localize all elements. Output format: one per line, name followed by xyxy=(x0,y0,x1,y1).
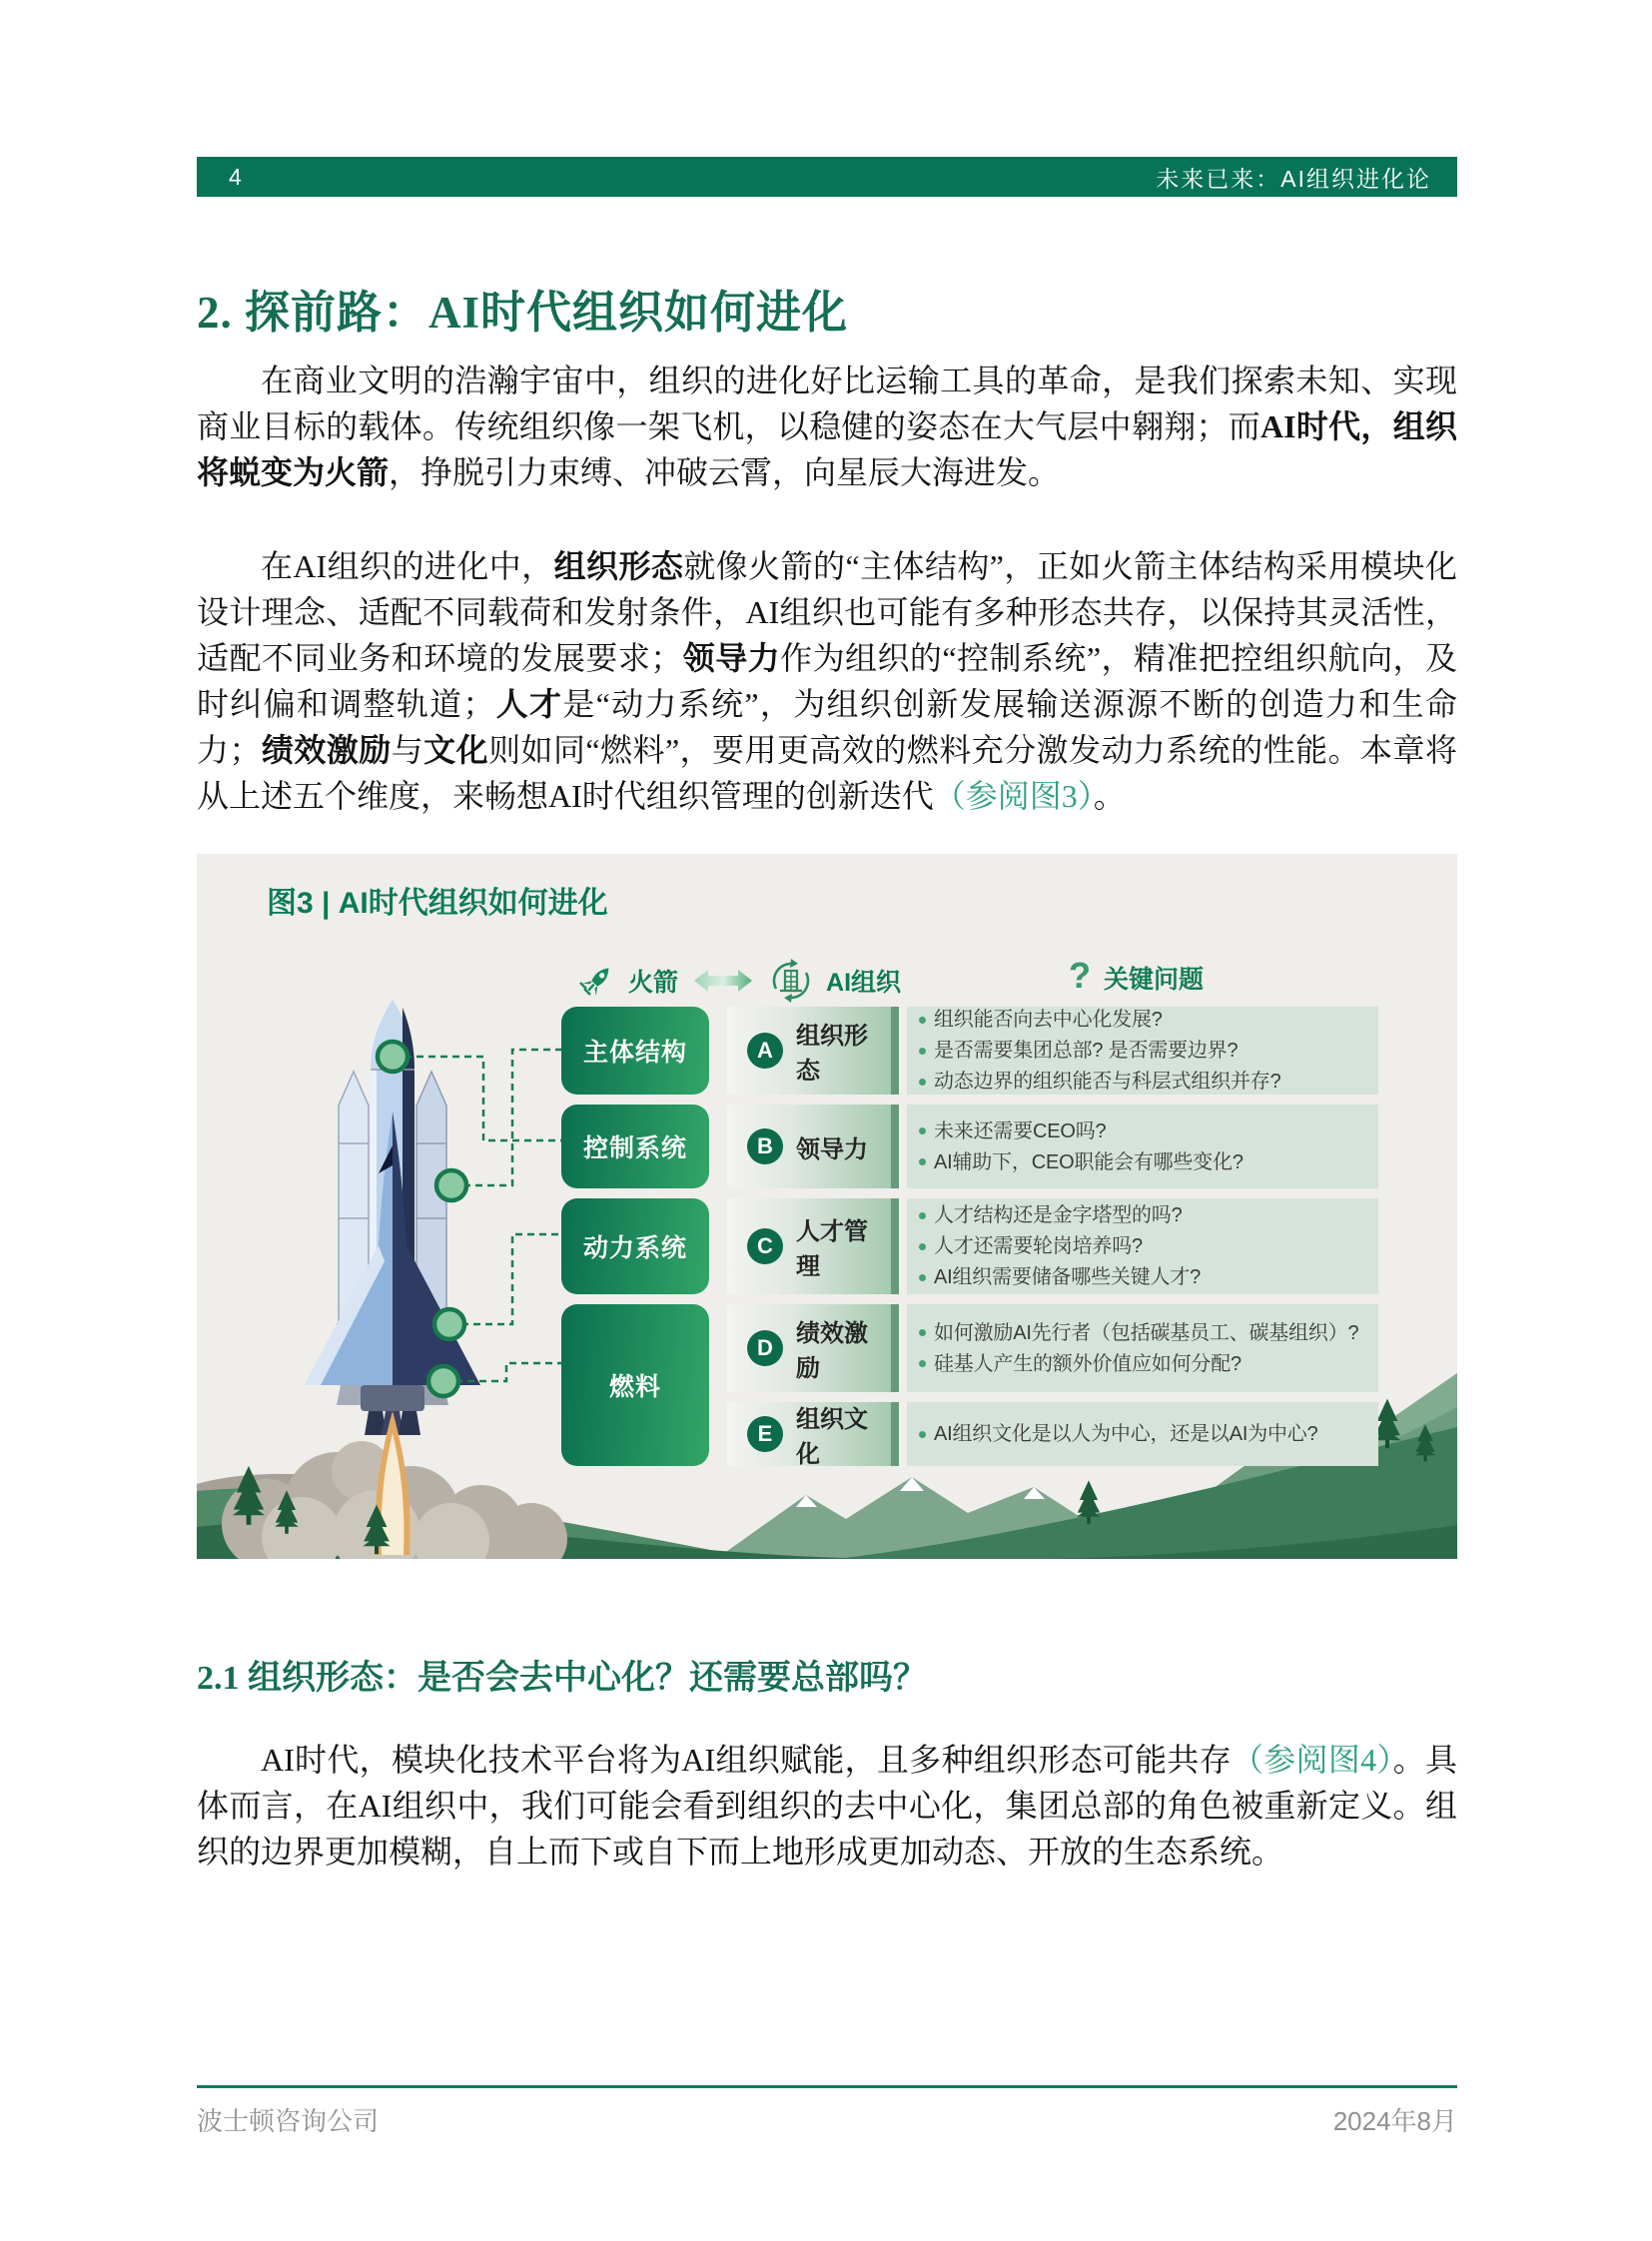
dimension-chip xyxy=(727,1402,899,1466)
page-footer xyxy=(197,2101,1457,2138)
text-run: 在AI组织的进化中， xyxy=(261,548,554,584)
page-number: 4 xyxy=(229,163,242,190)
page-header-bar xyxy=(197,157,1457,197)
question-item xyxy=(919,1351,1374,1377)
bullet-dot xyxy=(919,1360,926,1367)
question-text: AI组织需要储备哪些关键人才? xyxy=(934,1266,1202,1288)
bold-run: 文化 xyxy=(423,732,489,768)
question-panel xyxy=(907,1304,1378,1392)
bullet-dot xyxy=(919,1329,926,1336)
dimension-letter-badge: C xyxy=(747,1228,783,1264)
question-item xyxy=(919,1038,1374,1064)
rocket-part-box xyxy=(561,1007,709,1095)
question-panel xyxy=(907,1402,1378,1466)
bold-run: 领导力 xyxy=(682,640,781,676)
text-run: 作为组织的“控制系统”，精准把控组织航向，及时纠偏和调整轨道； xyxy=(197,640,1457,722)
header-title: 未来已来：AI组织进化论 xyxy=(1156,165,1431,192)
paragraph-3 xyxy=(197,1737,1457,1874)
question-item xyxy=(919,1320,1374,1346)
figure-title: 图3 | AI时代组织如何进化 xyxy=(267,887,608,920)
bullet-dot xyxy=(919,1243,926,1250)
rocket-part-box xyxy=(561,1304,709,1466)
question-text: 是否需要集团总部? 是否需要边界? xyxy=(934,1040,1239,1062)
rocket-part-label: 控制系统 xyxy=(582,1134,687,1162)
bullet-dot xyxy=(919,1274,926,1281)
question-panel xyxy=(907,1007,1378,1095)
bullet-dot xyxy=(919,1212,926,1219)
paragraph-1 xyxy=(197,358,1457,495)
bullet-dot xyxy=(919,1431,926,1438)
text-run: 是“动力系统”，为组织创新发展输送源源不断的创造力和生命力； xyxy=(197,686,1457,768)
text-run: ，挣脱引力束缚、冲破云霄，向星辰大海进发。 xyxy=(389,454,1061,490)
dimension-label: 组织形态 xyxy=(796,1023,868,1085)
text-run: 。具体而言，在AI组织中，我们可能会看到组织的去中心化，集团总部的角色被重新定义。组织的边界更加模糊，自上而下或自下而上地形成更加动态、开放的生态系统。 xyxy=(197,1742,1457,1869)
question-text: 硅基人产生的额外价值应如何分配? xyxy=(934,1352,1241,1375)
text-run: AI时代，模块化技术平台将为AI组织赋能，且多种组织形态可能共存 xyxy=(261,1742,1232,1778)
text-run: 与 xyxy=(391,732,424,768)
dimension-chip xyxy=(727,1304,899,1392)
dimension-label: 人才管理 xyxy=(796,1218,868,1280)
bold-run: 人才 xyxy=(494,686,563,722)
question-item xyxy=(919,1119,1374,1144)
question-text: 未来还需要CEO吗? xyxy=(934,1120,1107,1142)
rocket-part-box xyxy=(561,1105,709,1188)
question-panel xyxy=(907,1105,1378,1188)
rocket-part-box xyxy=(561,1198,709,1294)
section-heading: 2. 探前路：AI时代组织如何进化 xyxy=(197,288,849,338)
legend-questions-label: 关键问题 xyxy=(1104,966,1205,994)
footer-company: 波士顿咨询公司 xyxy=(197,2106,380,2136)
dimension-label: 组织文化 xyxy=(796,1406,868,1468)
text-run: 则如同“燃料”，要用更高效的燃料充分激发动力系统的性能。本章将从上述五个维度，来畅想AI时代组织管理的创新迭代 xyxy=(197,732,1457,814)
question-text: 动态边界的组织能否与科层式组织并存? xyxy=(934,1071,1281,1093)
figure-reference-link[interactable]: （参阅图3） xyxy=(933,778,1094,814)
rocket-part-label: 燃料 xyxy=(608,1373,661,1401)
legend-org-label: AI组织 xyxy=(826,969,902,997)
question-item xyxy=(919,1069,1374,1095)
figure-3-exhibit xyxy=(197,854,1457,1559)
figure-mapping-rows xyxy=(197,854,1457,1559)
question-text: 人才结构还是金字塔型的吗? xyxy=(934,1204,1183,1226)
dimension-chip xyxy=(727,1198,899,1294)
bold-run: 组织形态 xyxy=(553,548,684,584)
dimension-letter-badge: A xyxy=(747,1033,783,1069)
figure-reference-link[interactable]: （参阅图4） xyxy=(1231,1742,1393,1778)
paragraph-2 xyxy=(197,543,1457,819)
question-item xyxy=(919,1421,1374,1447)
question-text: 组织能否向去中心化发展? xyxy=(934,1009,1163,1031)
footer-rule xyxy=(197,2085,1457,2088)
dimension-letter-badge: B xyxy=(747,1128,783,1164)
legend-rocket-label: 火箭 xyxy=(628,969,679,997)
dimension-letter-badge: D xyxy=(747,1330,783,1366)
bold-run: AI时代，组织将蜕变为火箭 xyxy=(197,408,1457,490)
question-panel xyxy=(907,1198,1378,1294)
rocket-part-label: 动力系统 xyxy=(582,1234,687,1262)
text-run: 在商业文明的浩瀚宇宙中，组织的进化好比运输工具的革命，是我们探索未知、实现商业目标的载体。传统组织像一架飞机，以稳健的姿态在大气层中翱翔；而 xyxy=(197,363,1457,444)
question-text: 如何激励AI先行者（包括碳基员工、碳基组织）? xyxy=(934,1321,1359,1344)
rocket-part-label: 主体结构 xyxy=(582,1039,687,1067)
svg-text:?: ? xyxy=(1069,958,1091,996)
question-item xyxy=(919,1202,1374,1228)
text-run: 就像火箭的“主体结构”，正如火箭主体结构采用模块化设计理念、适配不同载荷和发射条件，AI组织也可能有多种形态共存，以保持其灵活性，适配不同业务和环境的发展要求； xyxy=(197,548,1457,676)
dimension-letter-badge: E xyxy=(747,1416,783,1452)
bullet-dot xyxy=(919,1158,926,1165)
dimension-label: 绩效激励 xyxy=(796,1320,868,1382)
question-text: 人才还需要轮岗培养吗? xyxy=(934,1235,1143,1257)
bullet-dot xyxy=(919,1048,926,1055)
text-run: 。 xyxy=(1093,778,1126,814)
bullet-dot xyxy=(919,1127,926,1134)
question-item xyxy=(919,1233,1374,1259)
footer-date: 2024年8月 xyxy=(1332,2106,1457,2136)
bullet-dot xyxy=(919,1079,926,1086)
dimension-chip xyxy=(727,1007,899,1095)
question-text: AI组织文化是以人为中心，还是以AI为中心? xyxy=(934,1423,1318,1445)
subsection-heading: 2.1 组织形态：是否会去中心化？还需要总部吗？ xyxy=(197,1660,927,1697)
question-item xyxy=(919,1264,1374,1290)
question-item xyxy=(919,1149,1374,1175)
dimension-label: 领导力 xyxy=(796,1135,868,1163)
bullet-dot xyxy=(919,1017,926,1024)
bold-run: 绩效激励 xyxy=(261,732,392,768)
question-text: AI辅助下，CEO职能会有哪些变化? xyxy=(934,1150,1243,1173)
question-item xyxy=(919,1007,1374,1033)
dimension-chip xyxy=(727,1105,899,1188)
